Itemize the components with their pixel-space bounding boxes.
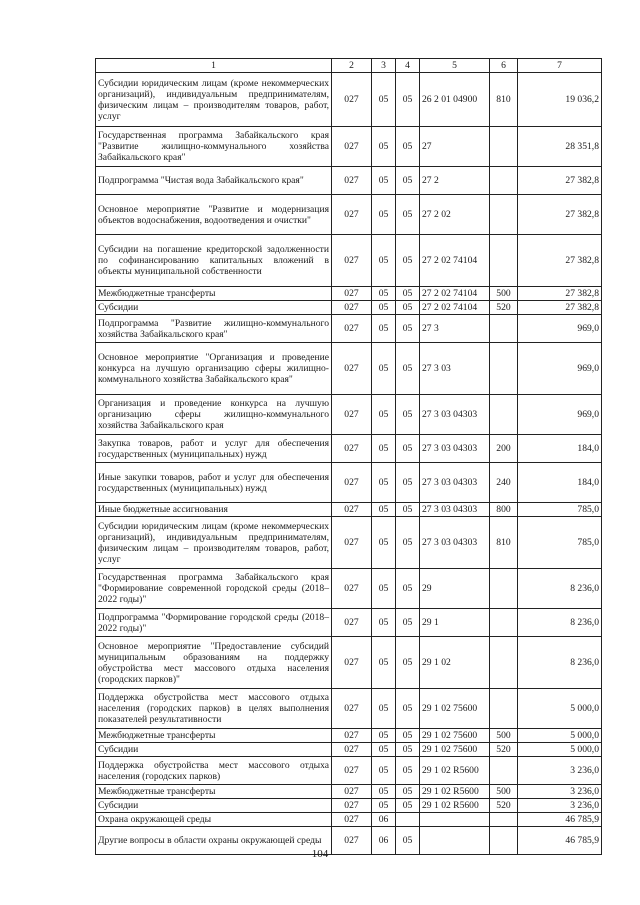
subsection-code: 05 [396,799,420,813]
ministry-code: 027 [332,637,372,689]
amount: 969,0 [518,343,602,395]
subsection-code: 05 [396,757,420,785]
header-cell: 7 [518,59,602,73]
header-cell: 6 [490,59,518,73]
table-row [96,813,602,827]
subsection-code [396,813,420,827]
table-row [96,637,602,689]
expense-type-code: 500 [490,729,518,743]
table-row [96,729,602,743]
item-name: Поддержка обустройства мест массового отдыха населения (городских парков) в целях выполнения показателей результативности [96,689,332,729]
table-row [96,127,602,167]
amount: 8 236,0 [518,569,602,609]
section-code: 05 [372,195,396,235]
item-name: Подпрограмма "Чистая вода Забайкальского края" [96,167,332,195]
expense-type-code [490,609,518,637]
subsection-code: 05 [396,195,420,235]
item-name: Подпрограмма "Формирование городской среды (2018–2022 годы)" [96,609,332,637]
section-code: 05 [372,609,396,637]
target-article-code: 29 1 [420,609,490,637]
budget-table-container [95,58,601,855]
table-row [96,743,602,757]
item-name: Иные закупки товаров, работ и услуг для обеспечения государственных (муниципальных) нужд [96,463,332,503]
section-code: 06 [372,813,396,827]
section-code: 05 [372,569,396,609]
item-name: Охрана окружающей среды [96,813,332,827]
ministry-code: 027 [332,813,372,827]
target-article-code: 29 1 02 [420,637,490,689]
subsection-code: 05 [396,73,420,127]
section-code: 05 [372,235,396,287]
table-row [96,73,602,127]
expense-type-code [490,569,518,609]
header-cell: 2 [332,59,372,73]
ministry-code: 027 [332,569,372,609]
ministry-code: 027 [332,127,372,167]
target-article-code: 29 [420,569,490,609]
table-row [96,569,602,609]
table-row [96,435,602,463]
section-code: 05 [372,517,396,569]
subsection-code: 05 [396,503,420,517]
table-row [96,287,602,301]
item-name: Государственная программа Забайкальского края "Формирование современной городской среды (2018–2022 годы)" [96,569,332,609]
expense-type-code [490,195,518,235]
amount: 969,0 [518,395,602,435]
amount: 27 382,8 [518,167,602,195]
table-row [96,609,602,637]
item-name: Иные бюджетные ассигнования [96,503,332,517]
ministry-code: 027 [332,235,372,287]
subsection-code: 05 [396,729,420,743]
ministry-code: 027 [332,463,372,503]
section-code: 05 [372,127,396,167]
subsection-code: 05 [396,569,420,609]
subsection-code: 05 [396,301,420,315]
section-code: 05 [372,395,396,435]
ministry-code: 027 [332,827,372,855]
ministry-code: 027 [332,503,372,517]
amount: 5 000,0 [518,743,602,757]
section-code: 06 [372,827,396,855]
table-row [96,167,602,195]
section-code: 05 [372,343,396,395]
section-code: 05 [372,463,396,503]
subsection-code: 05 [396,785,420,799]
subsection-code: 05 [396,637,420,689]
subsection-code: 05 [396,127,420,167]
expense-type-code: 500 [490,785,518,799]
page-number: 104 [311,848,329,860]
subsection-code: 05 [396,343,420,395]
item-name: Субсидии [96,743,332,757]
amount: 3 236,0 [518,799,602,813]
target-article-code: 29 1 02 75600 [420,689,490,729]
subsection-code: 05 [396,827,420,855]
amount: 8 236,0 [518,637,602,689]
item-name: Государственная программа Забайкальского края "Развитие жилищно-коммунального хозяйства Забайкальского края" [96,127,332,167]
target-article-code: 27 3 [420,315,490,343]
amount: 5 000,0 [518,689,602,729]
expense-type-code: 200 [490,435,518,463]
item-name: Субсидии на погашение кредиторской задолженности по софинансированию капитальных вложений в объекты муниципальной собственности [96,235,332,287]
ministry-code: 027 [332,729,372,743]
ministry-code: 027 [332,167,372,195]
item-name: Другие вопросы в области охраны окружающей среды [96,827,332,855]
table-row [96,689,602,729]
table-row [96,799,602,813]
header-cell: 1 [96,59,332,73]
amount: 785,0 [518,517,602,569]
subsection-code: 05 [396,463,420,503]
item-name: Основное мероприятие "Организация и проведение конкурса на лучшую организацию сферы жилищно-коммунального хозяйства Забайкальского края" [96,343,332,395]
item-name: Субсидии [96,799,332,813]
subsection-code: 05 [396,235,420,287]
ministry-code: 027 [332,435,372,463]
target-article-code: 27 2 02 [420,195,490,235]
section-code: 05 [372,315,396,343]
target-article-code [420,813,490,827]
amount: 27 382,8 [518,235,602,287]
section-code: 05 [372,799,396,813]
item-name: Межбюджетные трансферты [96,287,332,301]
item-name: Субсидии юридическим лицам (кроме некоммерческих организаций), индивидуальным предпринимателям, физическим лицам – производителям товаров, работ, услуг [96,73,332,127]
expense-type-code [490,757,518,785]
subsection-code: 05 [396,287,420,301]
target-article-code: 27 3 03 04303 [420,435,490,463]
ministry-code: 027 [332,343,372,395]
expense-type-code: 800 [490,503,518,517]
subsection-code: 05 [396,689,420,729]
ministry-code: 027 [332,301,372,315]
item-name: Организация и проведение конкурса на лучшую организацию сферы жилищно-коммунального хозяйства Забайкальского края [96,395,332,435]
subsection-code: 05 [396,167,420,195]
table-row [96,343,602,395]
expense-type-code [490,395,518,435]
section-code: 05 [372,743,396,757]
ministry-code: 027 [332,785,372,799]
section-code: 05 [372,301,396,315]
expense-type-code: 520 [490,301,518,315]
section-code: 05 [372,757,396,785]
budget-table [95,58,602,855]
section-code: 05 [372,503,396,517]
section-code: 05 [372,287,396,301]
target-article-code: 27 3 03 04303 [420,395,490,435]
amount: 46 785,9 [518,813,602,827]
target-article-code: 27 2 [420,167,490,195]
amount: 27 382,8 [518,301,602,315]
subsection-code: 05 [396,743,420,757]
expense-type-code: 810 [490,517,518,569]
item-name: Субсидии [96,301,332,315]
subsection-code: 05 [396,435,420,463]
target-article-code: 27 2 02 74104 [420,287,490,301]
ministry-code: 027 [332,517,372,569]
expense-type-code [490,127,518,167]
item-name: Основное мероприятие "Развитие и модернизация объектов водоснабжения, водоотведения и очистки" [96,195,332,235]
section-code: 05 [372,785,396,799]
section-code: 05 [372,167,396,195]
target-article-code: 29 1 02 R5600 [420,785,490,799]
ministry-code: 027 [332,743,372,757]
target-article-code: 26 2 01 04900 [420,73,490,127]
subsection-code: 05 [396,315,420,343]
amount: 8 236,0 [518,609,602,637]
item-name: Закупка товаров, работ и услуг для обеспечения государственных (муниципальных) нужд [96,435,332,463]
table-header-row [96,59,602,73]
subsection-code: 05 [396,517,420,569]
expense-type-code [490,813,518,827]
table-row [96,463,602,503]
expense-type-code: 240 [490,463,518,503]
target-article-code: 27 3 03 04303 [420,463,490,503]
section-code: 05 [372,689,396,729]
target-article-code: 29 1 02 R5600 [420,757,490,785]
header-cell: 4 [396,59,420,73]
ministry-code: 027 [332,73,372,127]
ministry-code: 027 [332,195,372,235]
ministry-code: 027 [332,757,372,785]
target-article-code: 27 2 02 74104 [420,301,490,315]
expense-type-code [490,637,518,689]
amount: 3 236,0 [518,757,602,785]
item-name: Межбюджетные трансферты [96,785,332,799]
item-name: Межбюджетные трансферты [96,729,332,743]
target-article-code: 29 1 02 75600 [420,743,490,757]
table-row [96,395,602,435]
amount: 19 036,2 [518,73,602,127]
amount: 27 382,8 [518,287,602,301]
ministry-code: 027 [332,689,372,729]
header-cell: 5 [420,59,490,73]
amount: 27 382,8 [518,195,602,235]
table-row [96,195,602,235]
expense-type-code [490,315,518,343]
section-code: 05 [372,729,396,743]
section-code: 05 [372,73,396,127]
table-row [96,517,602,569]
section-code: 05 [372,637,396,689]
expense-type-code [490,167,518,195]
amount: 969,0 [518,315,602,343]
target-article-code: 27 [420,127,490,167]
table-row [96,301,602,315]
ministry-code: 027 [332,315,372,343]
ministry-code: 027 [332,799,372,813]
table-row [96,235,602,287]
amount: 28 351,8 [518,127,602,167]
table-row [96,757,602,785]
expense-type-code: 520 [490,799,518,813]
amount: 184,0 [518,463,602,503]
table-row [96,503,602,517]
table-row [96,315,602,343]
item-name: Поддержка обустройства мест массового отдыха населения (городских парков) [96,757,332,785]
ministry-code: 027 [332,609,372,637]
amount: 3 236,0 [518,785,602,799]
subsection-code: 05 [396,609,420,637]
target-article-code: 27 2 02 74104 [420,235,490,287]
expense-type-code: 520 [490,743,518,757]
item-name: Подпрограмма "Развитие жилищно-коммунального хозяйства Забайкальского края" [96,315,332,343]
item-name: Субсидии юридическим лицам (кроме некоммерческих организаций), индивидуальным предпринимателям, физическим лицам – производителям товаров, работ, услуг [96,517,332,569]
target-article-code: 27 3 03 04303 [420,517,490,569]
target-article-code: 27 3 03 04303 [420,503,490,517]
subsection-code: 05 [396,395,420,435]
item-name: Основное мероприятие "Предоставление субсидий муниципальным образованиям на поддержку обустройства мест массового отдыха населения (городских парков)" [96,637,332,689]
amount: 5 000,0 [518,729,602,743]
target-article-code: 27 3 03 [420,343,490,395]
target-article-code: 29 1 02 75600 [420,729,490,743]
amount: 184,0 [518,435,602,463]
ministry-code: 027 [332,395,372,435]
expense-type-code [490,343,518,395]
expense-type-code [490,689,518,729]
table-row [96,785,602,799]
header-cell: 3 [372,59,396,73]
target-article-code: 29 1 02 R5600 [420,799,490,813]
section-code: 05 [372,435,396,463]
ministry-code: 027 [332,287,372,301]
amount: 46 785,9 [518,827,602,855]
expense-type-code: 500 [490,287,518,301]
expense-type-code [490,235,518,287]
amount: 785,0 [518,503,602,517]
expense-type-code: 810 [490,73,518,127]
